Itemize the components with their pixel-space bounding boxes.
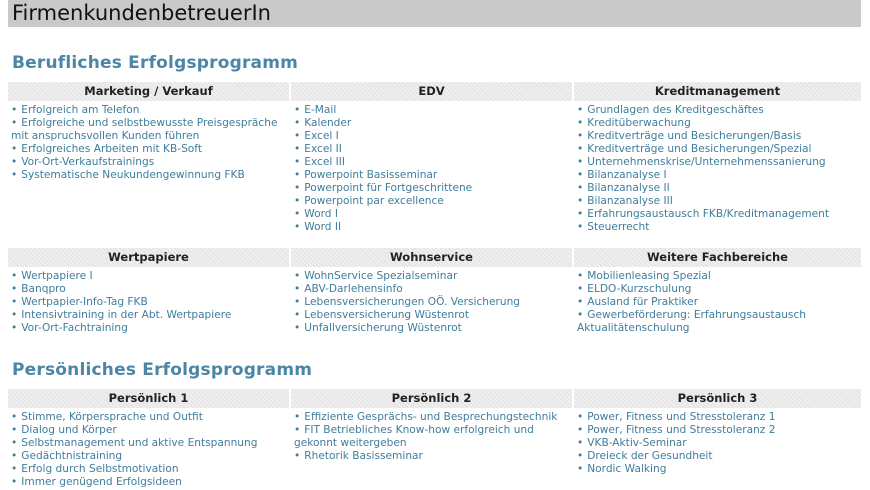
course-link-label: Erfahrungsaustausch FKB/Kreditmanagement — [587, 208, 830, 220]
course-link[interactable] — [577, 117, 861, 130]
bullet-icon: • — [11, 104, 18, 116]
course-link[interactable] — [294, 424, 572, 450]
course-link-label: Lebensversicherungen OÖ. Versicherung — [304, 296, 521, 308]
course-link[interactable] — [577, 283, 861, 296]
course-link[interactable] — [577, 450, 861, 463]
course-link-label: Stimme, Körpersprache und Outfit — [21, 411, 203, 423]
page-title: FirmenkundenbetreuerIn — [8, 0, 861, 27]
course-link-label: Banqpro — [21, 283, 66, 295]
course-link[interactable] — [11, 322, 289, 335]
course-link-label: Kalender — [304, 117, 352, 129]
bullet-icon: • — [294, 450, 301, 462]
course-list — [8, 408, 289, 489]
bullet-icon: • — [11, 156, 18, 168]
bullet-icon: • — [11, 117, 18, 129]
course-category-kreditmanagement — [574, 82, 861, 234]
course-link[interactable] — [577, 424, 861, 437]
course-link-label: Word II — [304, 221, 342, 233]
course-link[interactable] — [294, 221, 572, 234]
course-link[interactable] — [294, 169, 572, 182]
bullet-icon: • — [577, 169, 584, 181]
course-grid-berufliches-row-2 — [8, 248, 861, 335]
course-link[interactable] — [577, 270, 861, 283]
bullet-icon: • — [577, 463, 584, 475]
course-link[interactable] — [11, 309, 289, 322]
course-link-label: Vor-Ort-Verkaufstrainings — [21, 156, 155, 168]
bullet-icon: • — [294, 143, 301, 155]
course-category-persoenlich-3 — [574, 389, 861, 489]
bullet-icon: • — [294, 156, 301, 168]
bullet-icon: • — [577, 130, 584, 142]
course-list — [574, 267, 861, 335]
course-link-label: Power, Fitness und Stresstoleranz 2 — [587, 424, 776, 436]
bullet-icon: • — [11, 169, 18, 181]
section-heading-persoenliches: Persönliches Erfolgsprogramm — [12, 360, 313, 380]
course-link-label: Excel I — [304, 130, 339, 142]
category-header: Persönlich 2 — [291, 389, 572, 408]
course-link[interactable] — [577, 208, 861, 221]
course-link[interactable] — [577, 437, 861, 450]
bullet-icon: • — [294, 104, 301, 116]
course-link-label: WohnService Spezialseminar — [304, 270, 458, 282]
bullet-icon: • — [294, 283, 301, 295]
course-link[interactable] — [294, 270, 572, 283]
course-link-label: VKB-Aktiv-Seminar — [587, 437, 687, 449]
bullet-icon: • — [577, 283, 584, 295]
course-link[interactable] — [294, 283, 572, 296]
course-link-label: Selbstmanagement und aktive Entspannung — [21, 437, 258, 449]
course-link[interactable] — [577, 143, 861, 156]
course-link[interactable] — [11, 476, 289, 489]
course-link[interactable] — [11, 296, 289, 309]
course-link[interactable] — [577, 169, 861, 182]
bullet-icon: • — [11, 322, 18, 334]
bullet-icon: • — [294, 169, 301, 181]
bullet-icon: • — [577, 208, 584, 220]
course-list — [574, 101, 861, 234]
category-header: Persönlich 1 — [8, 389, 289, 408]
bullet-icon: • — [11, 296, 18, 308]
course-link-label: Effiziente Gesprächs- und Besprechungstechnik — [304, 411, 558, 423]
bullet-icon: • — [577, 296, 584, 308]
course-category-wohnservice — [291, 248, 572, 335]
bullet-icon: • — [577, 143, 584, 155]
bullet-icon: • — [11, 463, 18, 475]
course-link[interactable] — [577, 309, 861, 335]
course-link-label: Powerpoint Basisseminar — [304, 169, 438, 181]
course-link-label: Intensivtraining in der Abt. Wertpapiere — [21, 309, 232, 321]
course-link[interactable] — [11, 117, 289, 143]
course-list — [8, 101, 289, 182]
course-category-edv — [291, 82, 572, 234]
course-link-label: Powerpoint par excellence — [304, 195, 444, 207]
category-header: Kreditmanagement — [574, 82, 861, 101]
course-link[interactable] — [294, 411, 572, 424]
course-link[interactable] — [11, 270, 289, 283]
category-header: Wertpapiere — [8, 248, 289, 267]
bullet-icon: • — [577, 450, 584, 462]
bullet-icon: • — [294, 322, 301, 334]
course-link-label: FIT Betriebliches Know-how erfolgreich und gekonnt weitergeben — [294, 424, 534, 449]
category-header: Marketing / Verkauf — [8, 82, 289, 101]
course-link-label: Bilanzanalyse I — [587, 169, 667, 181]
course-category-wertpapiere — [8, 248, 289, 335]
course-link[interactable] — [11, 450, 289, 463]
course-link-label: Gedächtnistraining — [21, 450, 123, 462]
course-link[interactable] — [11, 437, 289, 450]
course-link[interactable] — [11, 283, 289, 296]
bullet-icon: • — [294, 221, 301, 233]
course-link[interactable] — [294, 143, 572, 156]
course-link-label: Grundlagen des Kreditgeschäftes — [587, 104, 764, 116]
course-link-label: Powerpoint für Fortgeschrittene — [304, 182, 473, 194]
course-link-label: Steuerrecht — [587, 221, 650, 233]
course-link[interactable] — [577, 130, 861, 143]
bullet-icon: • — [577, 411, 584, 423]
course-link-label: Nordic Walking — [587, 463, 667, 475]
course-list — [574, 408, 861, 476]
course-link-label: Kreditüberwachung — [587, 117, 691, 129]
course-link-label: Immer genügend Erfolgsideen — [21, 476, 182, 488]
bullet-icon: • — [577, 104, 584, 116]
category-header: Wohnservice — [291, 248, 572, 267]
course-link-label: Erfolg durch Selbstmotivation — [21, 463, 179, 475]
course-link-label: Vor-Ort-Fachtraining — [21, 322, 128, 334]
course-list — [291, 101, 572, 234]
course-link[interactable] — [294, 309, 572, 322]
course-link-label: ELDO-Kurzschulung — [587, 283, 692, 295]
course-link-label: Word I — [304, 208, 338, 220]
course-link-label: Ausland für Praktiker — [587, 296, 699, 308]
bullet-icon: • — [11, 143, 18, 155]
bullet-icon: • — [577, 195, 584, 207]
course-link-label: Unfallversicherung Wüstenrot — [304, 322, 462, 334]
course-link[interactable] — [11, 424, 289, 437]
course-link-label: Dreieck der Gesundheit — [587, 450, 713, 462]
course-link-label: Unternehmenskrise/Unternehmenssanierung — [587, 156, 826, 168]
course-link-label: Bilanzanalyse III — [587, 195, 673, 207]
course-link-label: Lebensversicherung Wüstenrot — [304, 309, 469, 321]
course-link[interactable] — [294, 450, 572, 463]
course-list — [291, 408, 572, 463]
course-link[interactable] — [294, 182, 572, 195]
bullet-icon: • — [577, 221, 584, 233]
course-link[interactable] — [577, 463, 861, 476]
bullet-icon: • — [11, 309, 18, 321]
course-link[interactable] — [294, 156, 572, 169]
course-link-label: Excel III — [304, 156, 346, 168]
bullet-icon: • — [577, 117, 584, 129]
course-grid-persoenliches-row-1 — [8, 389, 861, 489]
bullet-icon: • — [294, 270, 301, 282]
course-link[interactable] — [577, 104, 861, 117]
bullet-icon: • — [294, 411, 301, 423]
bullet-icon: • — [11, 411, 18, 423]
course-grid-berufliches-row-1 — [8, 82, 861, 234]
course-link-label: Wertpapier-Info-Tag FKB — [21, 296, 148, 308]
category-header: Persönlich 3 — [574, 389, 861, 408]
bullet-icon: • — [577, 424, 584, 436]
course-link-label: Excel II — [304, 143, 342, 155]
course-link-label: Power, Fitness und Stresstoleranz 1 — [587, 411, 776, 423]
course-link[interactable] — [294, 104, 572, 117]
course-link-label: Systematische Neukundengewinnung FKB — [21, 169, 245, 181]
course-category-persoenlich-1 — [8, 389, 289, 489]
course-link[interactable] — [11, 143, 289, 156]
bullet-icon: • — [294, 424, 301, 436]
bullet-icon: • — [11, 437, 18, 449]
bullet-icon: • — [294, 309, 301, 321]
course-link-label: Rhetorik Basisseminar — [304, 450, 423, 462]
course-link-label: ABV-Darlehensinfo — [304, 283, 403, 295]
course-link[interactable] — [577, 296, 861, 309]
course-link[interactable] — [11, 156, 289, 169]
bullet-icon: • — [294, 195, 301, 207]
bullet-icon: • — [577, 309, 584, 321]
bullet-icon: • — [577, 437, 584, 449]
course-link[interactable] — [294, 296, 572, 309]
course-link[interactable] — [11, 411, 289, 424]
bullet-icon: • — [577, 156, 584, 168]
course-link-label: Gewerbeförderung: Erfahrungsaustausch Aktualitätenschulung — [577, 309, 806, 334]
bullet-icon: • — [11, 424, 18, 436]
bullet-icon: • — [11, 450, 18, 462]
course-link[interactable] — [294, 208, 572, 221]
course-link-label: Erfolgreiche und selbstbewusste Preisgespräche mit anspruchsvollen Kunden führen — [11, 117, 278, 142]
course-category-weitere-fachbereiche — [574, 248, 861, 335]
course-link[interactable] — [577, 411, 861, 424]
course-category-persoenlich-2 — [291, 389, 572, 489]
bullet-icon: • — [294, 182, 301, 194]
course-link[interactable] — [11, 463, 289, 476]
course-link[interactable] — [577, 156, 861, 169]
bullet-icon: • — [294, 296, 301, 308]
course-link[interactable] — [577, 195, 861, 208]
course-link[interactable] — [294, 195, 572, 208]
bullet-icon: • — [294, 130, 301, 142]
course-link-label: Kreditverträge und Besicherungen/Spezial — [587, 143, 812, 155]
bullet-icon: • — [294, 208, 301, 220]
course-link-label: Erfolgreich am Telefon — [21, 104, 140, 116]
bullet-icon: • — [11, 476, 18, 488]
course-link-label: Kreditverträge und Besicherungen/Basis — [587, 130, 802, 142]
course-link-label: Bilanzanalyse II — [587, 182, 670, 194]
category-header: Weitere Fachbereiche — [574, 248, 861, 267]
course-category-marketing-verkauf — [8, 82, 289, 234]
course-list — [8, 267, 289, 335]
course-link-label: Mobilienleasing Spezial — [587, 270, 711, 282]
course-link[interactable] — [294, 117, 572, 130]
course-link[interactable] — [577, 221, 861, 234]
bullet-icon: • — [11, 270, 18, 282]
course-link[interactable] — [294, 322, 572, 335]
course-link-label: Wertpapiere I — [21, 270, 93, 282]
course-link[interactable] — [11, 104, 289, 117]
bullet-icon: • — [577, 270, 584, 282]
course-link-label: Dialog und Körper — [21, 424, 117, 436]
section-heading-berufliches: Berufliches Erfolgsprogramm — [12, 53, 299, 73]
course-link-label: Erfolgreiches Arbeiten mit KB-Soft — [21, 143, 202, 155]
course-list — [291, 267, 572, 335]
course-link[interactable] — [294, 130, 572, 143]
course-link[interactable] — [11, 169, 289, 182]
bullet-icon: • — [294, 117, 301, 129]
course-link-label: E-Mail — [304, 104, 337, 116]
bullet-icon: • — [11, 283, 18, 295]
course-link[interactable] — [577, 182, 861, 195]
bullet-icon: • — [577, 182, 584, 194]
category-header: EDV — [291, 82, 572, 101]
